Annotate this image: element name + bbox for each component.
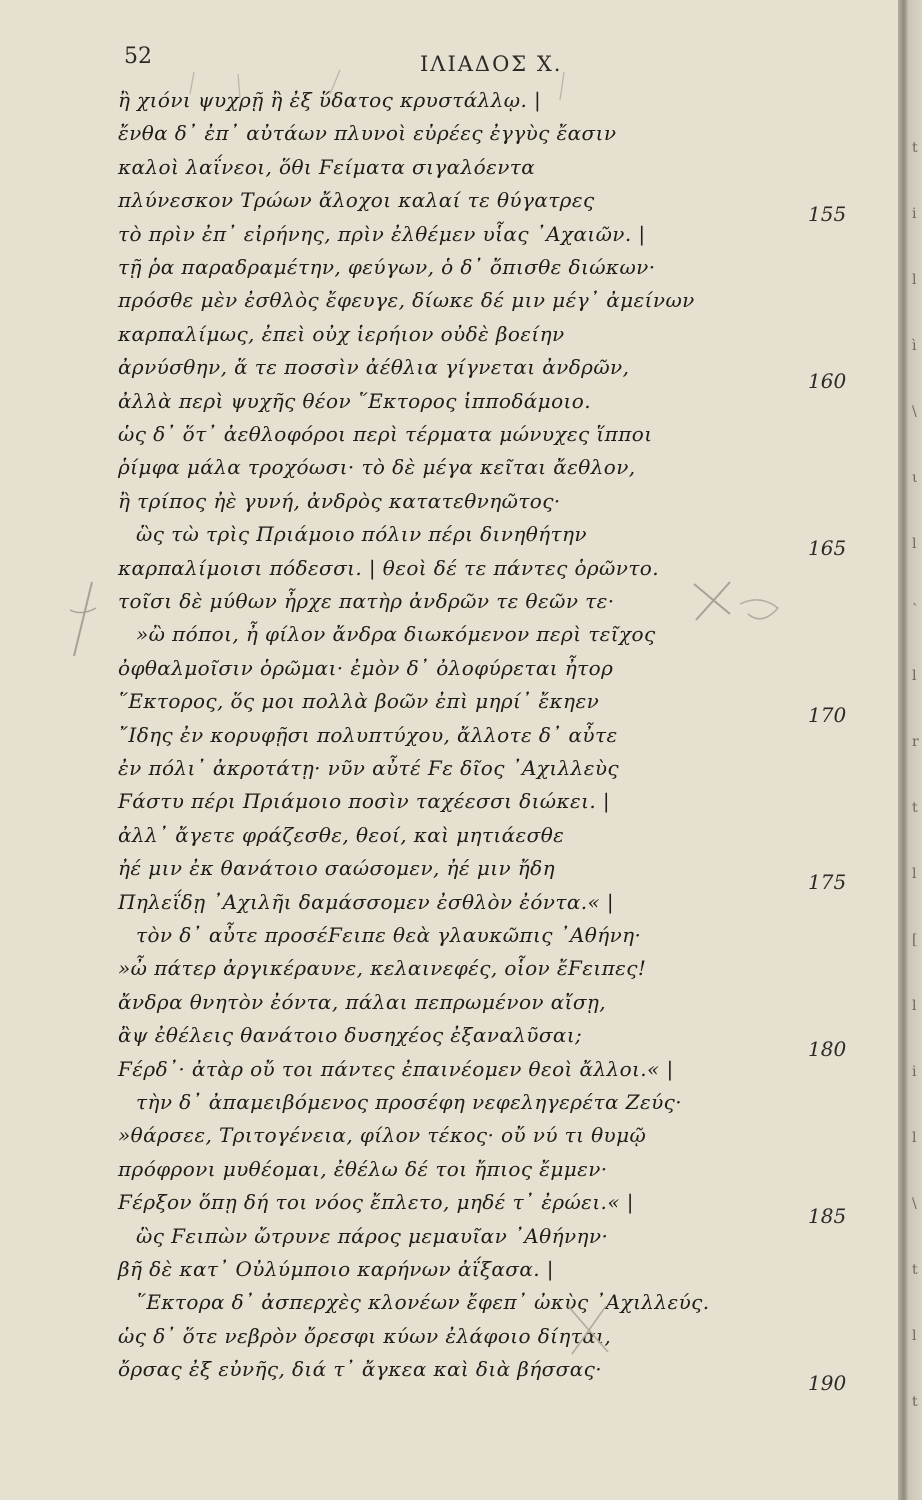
verse-line: καρπαλίμοισι πόδεσσι. | θεοὶ δέ τε πάντες ὁρῶντο. — [118, 555, 659, 580]
verse-line: »ὦ πάτερ ἀργικέραυνε, κελαινεφές, οἷον ἔϜειπες! — [118, 956, 647, 981]
verse-line: καλοὶ λαΐνεοι, ὅθι Ϝείματα σιγαλόεντα — [118, 154, 536, 179]
gutter-glyph: \ — [912, 1196, 917, 1212]
verse-line: Ϝέρξον ὅπῃ δή τοι νόος ἔπλετο, μηδέ τ᾽ ἐρώει.« | — [118, 1190, 634, 1215]
gutter-glyph: l — [912, 866, 917, 882]
facing-page-edge — [904, 0, 922, 1500]
verse-line: ἂψ ἐθέλεις θανάτοιο δυσηχέος ἐξαναλῦσαι; — [118, 1023, 583, 1048]
verse-line: ἢ χιόνι ψυχρῇ ἢ ἐξ ὕδατος κρυστάλλῳ. | — [118, 88, 542, 112]
line-number: 165 — [808, 536, 847, 561]
verse-line: τὸ πρὶν ἐπ᾽ εἰρήνης, πρὶν ἐλθέμεν υἷας ᾿Αχαιῶν. | — [118, 221, 646, 246]
verse-line: ῞Εκτορα δ᾽ ἀσπερχὲς κλονέων ἔφεπ᾽ ὠκὺς ᾿Αχιλλεύς. — [136, 1290, 710, 1315]
pencil-annotation-mark — [62, 580, 102, 660]
verse-line: ἔνθα δ᾽ ἐπ᾽ αὐτάων πλυνοὶ εὐρέες ἐγγὺς ἔασιν — [118, 121, 617, 146]
gutter-glyph: t — [912, 800, 918, 816]
gutter-glyph: ì — [912, 338, 917, 354]
gutter-glyph: i — [912, 206, 917, 222]
verse-line: »ὢ πόποι, ἦ φίλον ἄνδρα διωκόμενον περὶ τεῖχος — [136, 622, 656, 647]
verse-line: τὴν δ᾽ ἀπαμειβόμενος προσέφη νεφεληγερέτα Ζεύς· — [136, 1090, 682, 1114]
verse-line: ῥίμφα μάλα τροχόωσι· τὸ δὲ μέγα κεῖται ἄεθλον, — [118, 455, 636, 480]
gutter-glyph: l — [912, 1130, 917, 1146]
verse-line: Πηλεΐδῃ ᾿Αχιλῆι δαμάσσομεν ἐσθλὸν ἐόντα.« | — [118, 889, 615, 914]
verse-line: ἢ τρίπος ἠὲ γυνή, ἀνδρὸς κατατεθνηῶτος· — [118, 488, 561, 513]
gutter-glyph: l — [912, 998, 917, 1014]
verse-line: τῇ ῥα παραδραμέτην, φεύγων, ὁ δ᾽ ὄπισθε διώκων· — [118, 255, 656, 279]
verse-line: ὀφθαλμοῖσιν ὁρῶμαι· ἐμὸν δ᾽ ὀλοφύρεται ἦτορ — [118, 655, 614, 680]
verse-line: πλύνεσκον Τρώων ἄλοχοι καλαί τε θύγατρες — [118, 188, 595, 213]
line-number: 185 — [808, 1204, 847, 1229]
gutter-glyph: t — [912, 1262, 918, 1278]
verse-line: πρόφρονι μυθέομαι, ἐθέλω δέ τοι ἤπιος ἔμμεν· — [118, 1156, 608, 1181]
pencil-annotation-mark — [690, 574, 800, 654]
gutter-glyph: l — [912, 272, 917, 288]
verse-line: ὡς δ᾽ ὅτε νεβρὸν ὄρεσφι κύων ἐλάφοιο δίηται, — [118, 1323, 612, 1348]
gutter-glyph: l — [912, 536, 917, 552]
verse-line: ὣς τὼ τρὶς Πριάμοιο πόλιν πέρι δινηθήτην — [136, 522, 587, 547]
verse-line: βῆ δὲ κατ᾽ Οὐλύμποιο καρήνων ἀΐξασα. | — [118, 1257, 554, 1281]
line-number: 155 — [808, 202, 847, 227]
page-number: 52 — [124, 44, 152, 69]
line-number: 170 — [808, 703, 847, 728]
verse-line: πρόσθε μὲν ἐσθλὸς ἔφευγε, δίωκε δέ μιν μέγ᾽ ἀμείνων — [118, 288, 695, 313]
gutter-glyph: \ — [912, 404, 917, 420]
line-number: 175 — [808, 870, 847, 895]
verse-line: ἀλλὰ περὶ ψυχῆς θέον ῞Εκτορος ἱπποδάμοιο. — [118, 388, 591, 413]
verse-line: ἄνδρα θνητὸν ἐόντα, πάλαι πεπρωμένον αἴσῃ, — [118, 989, 607, 1014]
verse-line: »θάρσεε, Τριτογένεια, φίλον τέκος· οὔ νύ τι θυμῷ — [118, 1123, 647, 1148]
gutter-glyph: ι — [912, 470, 918, 486]
verse-line: ῎Ιδης ἐν κορυφῇσι πολυπτύχου, ἄλλοτε δ᾽ αὖτε — [118, 722, 618, 747]
line-number: 180 — [808, 1037, 847, 1062]
verse-line: τὸν δ᾽ αὖτε προσέϜειπε θεὰ γλαυκῶπις ᾿Αθήνη· — [136, 923, 642, 947]
verse-line: Ϝάστυ πέρι Πριάμοιο ποσὶν ταχέεσσι διώκει. | — [118, 789, 611, 814]
running-head: ΙΛΙΑΔΟΣ Χ. — [420, 52, 563, 76]
gutter-glyph: l — [912, 1328, 917, 1344]
gutter-glyph: t — [912, 140, 918, 156]
pencil-annotation-mark — [560, 1300, 620, 1360]
gutter-glyph: [ — [912, 932, 918, 948]
verse-line: ἀλλ᾽ ἄγετε φράζεσθε, θεοί, καὶ μητιάεσθε — [118, 822, 565, 847]
verse-line: Ϝέρδ᾽· ἀτὰρ οὔ τοι πάντες ἐπαινέομεν θεοὶ ἄλλοι.« | — [118, 1056, 674, 1081]
verse-line: ὄρσας ἐξ εὐνῆς, διά τ᾽ ἄγκεα καὶ διὰ βήσσας· — [118, 1357, 602, 1382]
verse-line: τοῖσι δὲ μύθων ἦρχε πατὴρ ἀνδρῶν τε θεῶν τε· — [118, 589, 615, 613]
verse-line: ῞Εκτορος, ὅς μοι πολλὰ βοῶν ἐπὶ μηρί᾽ ἔκηεν — [118, 689, 600, 714]
verse-line: ἠέ μιν ἐκ θανάτοιο σαώσομεν, ἠέ μιν ἤδη — [118, 856, 555, 881]
line-number: 190 — [808, 1371, 847, 1396]
pencil-annotation-mark — [180, 64, 620, 104]
verse-line: ἀρνύσθην, ἅ τε ποσσὶν ἀέθλια γίγνεται ἀνδρῶν, — [118, 355, 630, 380]
verse-line: ἐν πόλι᾽ ἀκροτάτῃ· νῦν αὖτέ Ϝε δῖος ᾿Αχιλλεὺς — [118, 756, 620, 780]
verse-line: ὡς δ᾽ ὅτ᾽ ἀεθλοφόροι περὶ τέρματα μώνυχες ἵπποι — [118, 422, 653, 446]
gutter-glyph: ˋ — [912, 602, 919, 618]
verse-line: ὣς Ϝειπὼν ὤτρυνε πάρος μεμαυῖαν ᾿Αθήνην· — [136, 1223, 609, 1248]
line-number: 160 — [808, 369, 847, 394]
gutter-glyph: t — [912, 1394, 918, 1410]
verse-line: καρπαλίμως, ἐπεὶ οὐχ ἱερήιον οὐδὲ βοείην — [118, 321, 565, 346]
gutter-glyph: i — [912, 1064, 917, 1080]
gutter-glyph: r — [912, 734, 919, 750]
gutter-glyph: l — [912, 668, 917, 684]
